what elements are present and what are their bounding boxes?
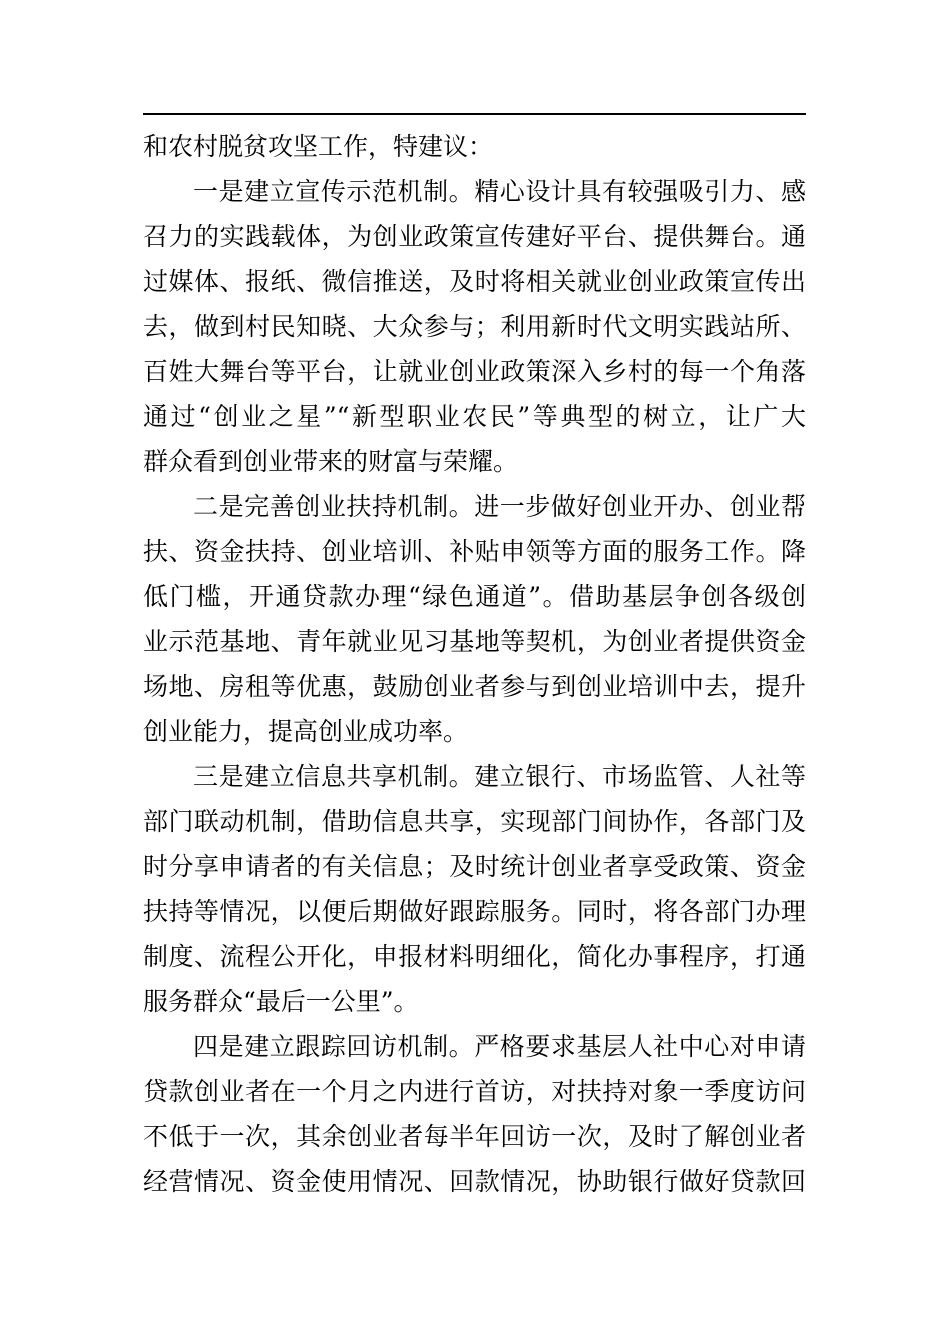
- paragraph-4-start: 四是建立跟踪回访机制。严格要求基层人社中心对申请: [193, 1032, 806, 1061]
- text-line: 场地、房租等优惠，鼓励创业者参与到创业培训中去，提升: [143, 672, 806, 701]
- text-line: 不低于一次，其余创业者每半年回访一次，及时了解创业者: [143, 1122, 806, 1151]
- text-line: 扶、资金扶持、创业培训、补贴申领等方面的服务工作。降: [143, 537, 806, 566]
- document-body: [143, 124, 806, 1204]
- text-line: 创业能力，提高创业成功率。: [143, 717, 469, 746]
- paragraph-3-start: 三是建立信息共享机制。建立银行、市场监管、人社等: [193, 762, 806, 791]
- text-line: 业示范基地、青年就业见习基地等契机，为创业者提供资金: [143, 627, 806, 656]
- text-line: 召力的实践载体，为创业政策宣传建好平台、提供舞台。通: [143, 222, 806, 251]
- paragraph-1-start: 一是建立宣传示范机制。精心设计具有较强吸引力、感: [193, 177, 806, 206]
- text-line: 贷款创业者在一个月之内进行首访，对扶持对象一季度访问: [143, 1077, 806, 1106]
- text-line: 经营情况、资金使用情况、回款情况，协助银行做好贷款回: [143, 1167, 806, 1196]
- text-line: 过媒体、报纸、微信推送，及时将相关就业创业政策宣传出: [143, 267, 806, 296]
- paragraph-2-start: 二是完善创业扶持机制。进一步做好创业开办、创业帮: [193, 492, 806, 521]
- text-line: 扶持等情况，以便后期做好跟踪服务。同时，将各部门办理: [143, 897, 806, 926]
- text-line: 去，做到村民知晓、大众参与；利用新时代文明实践站所、: [143, 312, 806, 341]
- text-line: 服务群众“最后一公里”。: [143, 987, 419, 1016]
- text-line: 百姓大舞台等平台，让就业创业政策深入乡村的每一个角落: [143, 357, 806, 386]
- text-line: 通过“创业之星”“新型职业农民”等典型的树立，让广大: [143, 402, 806, 431]
- text-line: 部门联动机制，借助信息共享，实现部门间协作，各部门及: [143, 807, 806, 836]
- text-line: 低门槛，开通贷款办理“绿色通道”。借助基层争创各级创: [143, 582, 806, 611]
- text-line: 制度、流程公开化，申报材料明细化，简化办事程序，打通: [143, 942, 806, 971]
- header-rule: [143, 113, 806, 115]
- text-line: 和农村脱贫攻坚工作，特建议：: [143, 132, 494, 161]
- text-line: 时分享申请者的有关信息；及时统计创业者享受政策、资金: [143, 852, 806, 881]
- text-line: 群众看到创业带来的财富与荣耀。: [143, 447, 519, 476]
